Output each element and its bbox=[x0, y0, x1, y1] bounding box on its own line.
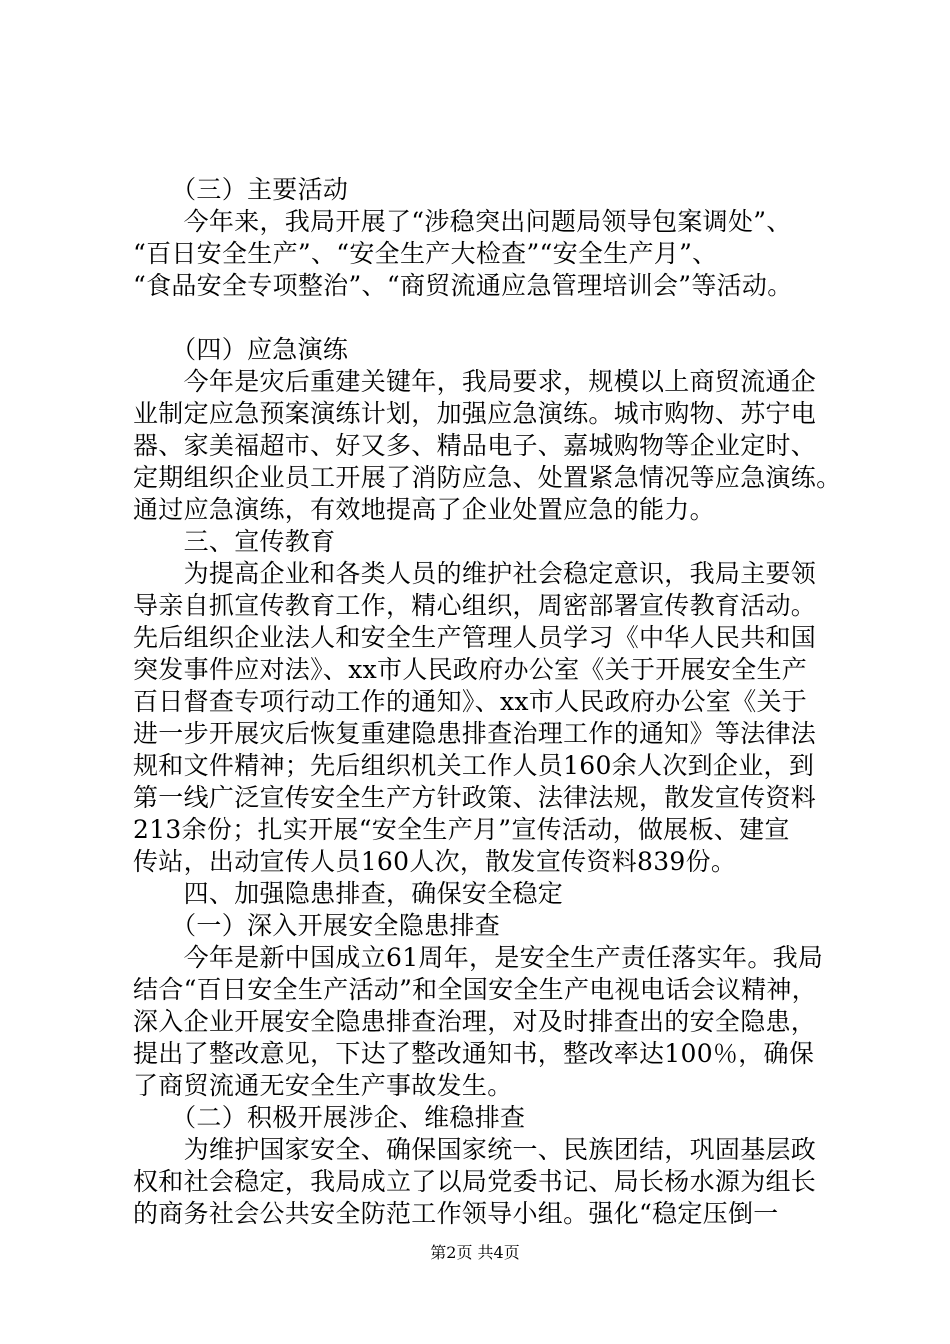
blank-line bbox=[133, 302, 823, 334]
text-line: “食品安全专项整治”、“商贸流通应急管理培训会”等活动。 bbox=[133, 271, 793, 300]
text-line: 规和文件精神；先后组织机关工作人员160余人次到企业，到 bbox=[133, 751, 815, 780]
text-line: 了商贸流通无安全生产事故发生。 bbox=[133, 1071, 513, 1100]
text-line: 导亲自抓宣传教育工作，精心组织，周密部署宣传教育活动。 bbox=[133, 591, 817, 620]
text-line: 突发事件应对法》、xx市人民政府办公室《关于开展安全生产 bbox=[133, 655, 808, 684]
text-line: 的商务社会公共安全防范工作领导小组。强化“稳定压倒一 bbox=[133, 1199, 779, 1228]
text-line: （四）应急演练 bbox=[133, 335, 349, 364]
text-line: 今年是灾后重建关键年，我局要求，规模以上商贸流通企 bbox=[133, 367, 817, 396]
section-heading: 三、宣传教育 bbox=[133, 527, 336, 556]
text-line: 深入企业开展安全隐患排查治理，对及时排查出的安全隐患， bbox=[133, 1007, 817, 1036]
text-line: 今年来，我局开展了“涉稳突出问题局领导包案调处”、 bbox=[133, 207, 792, 236]
text-line: “百日安全生产”、“安全生产大检查”“安全生产月”、 bbox=[133, 239, 718, 268]
text-line: 器、家美福超市、好又多、精品电子、嘉城购物等企业定时、 bbox=[133, 431, 817, 460]
subsection-heading: （二）积极开展涉企、维稳排查 bbox=[133, 1103, 526, 1132]
text-line: 进一步开展灾后恢复重建隐患排查治理工作的通知》等法律法 bbox=[133, 719, 817, 748]
text-line: 提出了整改意见，下达了整改通知书，整改率达100％，确保 bbox=[133, 1039, 815, 1068]
text-line: 结合“百日安全生产活动”和全国安全生产电视电话会议精神， bbox=[133, 975, 817, 1004]
text-line: 百日督查专项行动工作的通知》、xx市人民政府办公室《关于 bbox=[133, 687, 808, 716]
text-line: 定期组织企业员工开展了消防应急、处置紧急情况等应急演练。 bbox=[133, 463, 842, 492]
text-line: 第一线广泛宣传安全生产方针政策、法律法规，散发宣传资料 bbox=[133, 783, 817, 812]
section-heading: 四、加强隐患排查，确保安全稳定 bbox=[133, 879, 564, 908]
text-line: （三）主要活动 bbox=[133, 175, 349, 204]
text-line: 传站，出动宣传人员160人次，散发宣传资料839份。 bbox=[133, 847, 737, 876]
text-line: 为维护国家安全、确保国家统一、民族团结，巩固基层政 bbox=[133, 1135, 817, 1164]
text-line: 今年是新中国成立61周年，是安全生产责任落实年。我局 bbox=[133, 943, 824, 972]
text-line: 213余份；扎实开展“安全生产月”宣传活动，做展板、建宣 bbox=[133, 815, 790, 844]
text-line: 业制定应急预案演练计划，加强应急演练。城市购物、苏宁电 bbox=[133, 399, 817, 428]
subsection-heading: （一）深入开展安全隐患排查 bbox=[133, 911, 501, 940]
text-line: 先后组织企业法人和安全生产管理人员学习《中华人民共和国 bbox=[133, 623, 817, 652]
text-line: 通过应急演练，有效地提高了企业处置应急的能力。 bbox=[133, 495, 715, 524]
text-line: 权和社会稳定，我局成立了以局党委书记、局长杨水源为组长 bbox=[133, 1167, 817, 1196]
page-number-footer: 第2页 共4页 bbox=[430, 1243, 520, 1262]
text-line: 为提高企业和各类人员的维护社会稳定意识，我局主要领 bbox=[133, 559, 817, 588]
